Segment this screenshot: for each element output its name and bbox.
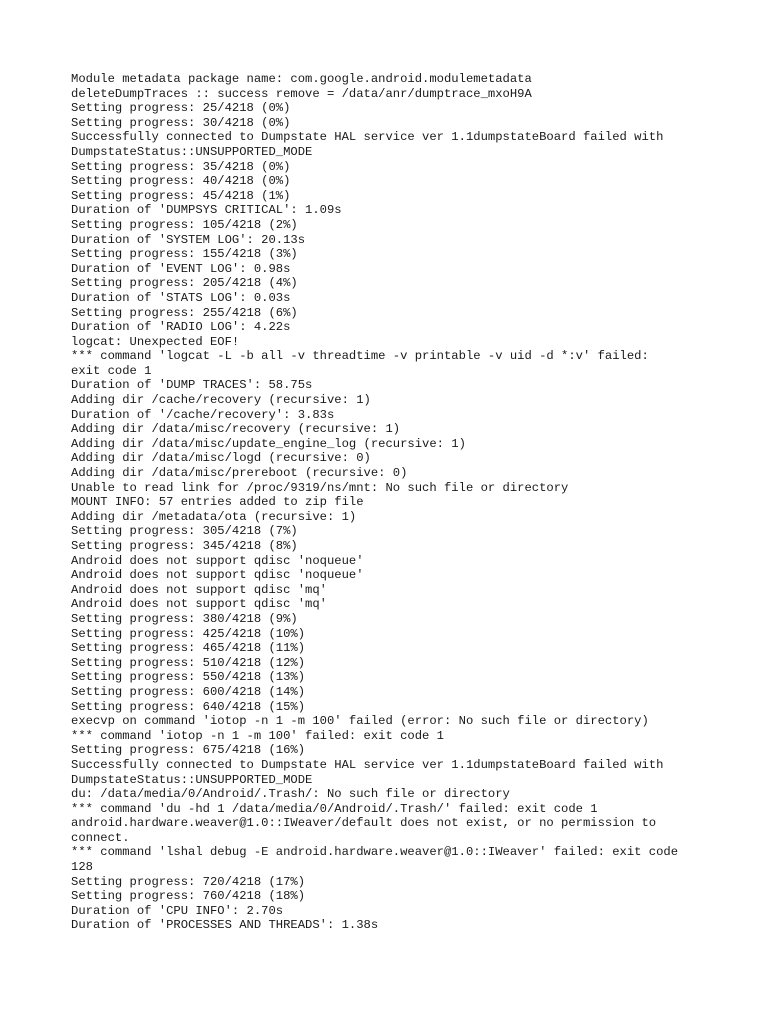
log-line: *** command 'iotop -n 1 -m 100' failed: exit code 1 xyxy=(71,728,444,743)
log-line: DumpstateStatus::UNSUPPORTED_MODE xyxy=(71,772,313,787)
log-line: Duration of 'RADIO LOG': 4.22s xyxy=(71,320,291,335)
log-line: *** command 'du -hd 1 /data/media/0/Android/.Trash/' failed: exit code 1 xyxy=(71,801,598,816)
log-line: Unable to read link for /proc/9319/ns/mnt: No such file or directory xyxy=(71,480,569,495)
log-line: Android does not support qdisc 'mq' xyxy=(71,597,327,612)
log-line: Setting progress: 305/4218 (7%) xyxy=(71,524,298,539)
log-line: Setting progress: 720/4218 (17%) xyxy=(71,874,306,889)
log-line: connect. xyxy=(71,830,130,845)
log-line: Android does not support qdisc 'mq' xyxy=(71,582,327,597)
log-line: *** command 'lshal debug -E android.hardware.weaver@1.0::IWeaver' failed: exit code xyxy=(71,845,679,860)
log-line: Duration of '/cache/recovery': 3.83s xyxy=(71,407,335,422)
log-line: 128 xyxy=(71,860,93,875)
log-line: Setting progress: 380/4218 (9%) xyxy=(71,611,298,626)
log-line: Duration of 'EVENT LOG': 0.98s xyxy=(71,261,291,276)
log-line: Setting progress: 550/4218 (13%) xyxy=(71,670,306,685)
log-line: du: /data/media/0/Android/.Trash/: No such file or directory xyxy=(71,787,510,802)
log-line: *** command 'logcat -L -b all -v threadtime -v printable -v uid -d *:v' failed: xyxy=(71,349,649,364)
log-line: Duration of 'SYSTEM LOG': 20.13s xyxy=(71,232,306,247)
log-line: Successfully connected to Dumpstate HAL service ver 1.1dumpstateBoard failed with xyxy=(71,757,664,772)
log-line: Android does not support qdisc 'noqueue' xyxy=(71,553,364,568)
log-line: Duration of 'STATS LOG': 0.03s xyxy=(71,290,291,305)
log-line: android.hardware.weaver@1.0::IWeaver/default does not exist, or no permission to xyxy=(71,816,657,831)
log-line: Setting progress: 25/4218 (0%) xyxy=(71,101,291,116)
log-line: Adding dir /data/misc/logd (recursive: 0) xyxy=(71,451,371,466)
log-line: Adding dir /data/misc/prereboot (recursive: 0) xyxy=(71,466,408,481)
log-line: Setting progress: 105/4218 (2%) xyxy=(71,217,298,232)
log-line: Adding dir /metadata/ota (recursive: 1) xyxy=(71,509,357,524)
log-line: Android does not support qdisc 'noqueue' xyxy=(71,568,364,583)
log-line: Setting progress: 760/4218 (18%) xyxy=(71,889,306,904)
log-line: Duration of 'PROCESSES AND THREADS': 1.38s xyxy=(71,918,379,933)
log-line: Setting progress: 465/4218 (11%) xyxy=(71,641,306,656)
log-line: DumpstateStatus::UNSUPPORTED_MODE xyxy=(71,144,313,159)
log-line: Setting progress: 675/4218 (16%) xyxy=(71,743,306,758)
log-line: Duration of 'CPU INFO': 2.70s xyxy=(71,903,284,918)
log-line: Adding dir /cache/recovery (recursive: 1) xyxy=(71,393,371,408)
log-line: execvp on command 'iotop -n 1 -m 100' failed (error: No such file or directory) xyxy=(71,714,649,729)
log-line: Setting progress: 155/4218 (3%) xyxy=(71,247,298,262)
log-line: MOUNT INFO: 57 entries added to zip file xyxy=(71,495,364,510)
log-output xyxy=(71,72,751,933)
log-line: Module metadata package name: com.google.android.modulemetadata xyxy=(71,72,532,86)
log-line: deleteDumpTraces :: success remove = /data/anr/dumptrace_mxoH9A xyxy=(71,86,532,101)
log-line: Setting progress: 510/4218 (12%) xyxy=(71,655,306,670)
log-line: logcat: Unexpected EOF! xyxy=(71,334,240,349)
log-line: Setting progress: 40/4218 (0%) xyxy=(71,174,291,189)
log-line: Setting progress: 600/4218 (14%) xyxy=(71,684,306,699)
log-line: Setting progress: 345/4218 (8%) xyxy=(71,539,298,553)
log-line: exit code 1 xyxy=(71,363,152,378)
log-line: Setting progress: 45/4218 (1%) xyxy=(71,188,291,203)
log-line: Duration of 'DUMPSYS CRITICAL': 1.09s xyxy=(71,203,342,218)
log-line: Setting progress: 640/4218 (15%) xyxy=(71,699,306,714)
log-line: Successfully connected to Dumpstate HAL service ver 1.1dumpstateBoard failed with xyxy=(71,130,664,145)
log-line: Adding dir /data/misc/update_engine_log (recursive: 1) xyxy=(71,436,466,451)
log-line: Adding dir /data/misc/recovery (recursive: 1) xyxy=(71,422,401,437)
log-line: Setting progress: 205/4218 (4%) xyxy=(71,276,298,291)
log-line: Setting progress: 35/4218 (0%) xyxy=(71,159,291,174)
log-line: Setting progress: 30/4218 (0%) xyxy=(71,115,291,130)
log-line: Setting progress: 255/4218 (6%) xyxy=(71,305,298,320)
log-line: Setting progress: 425/4218 (10%) xyxy=(71,626,306,641)
log-line: Duration of 'DUMP TRACES': 58.75s xyxy=(71,378,313,393)
